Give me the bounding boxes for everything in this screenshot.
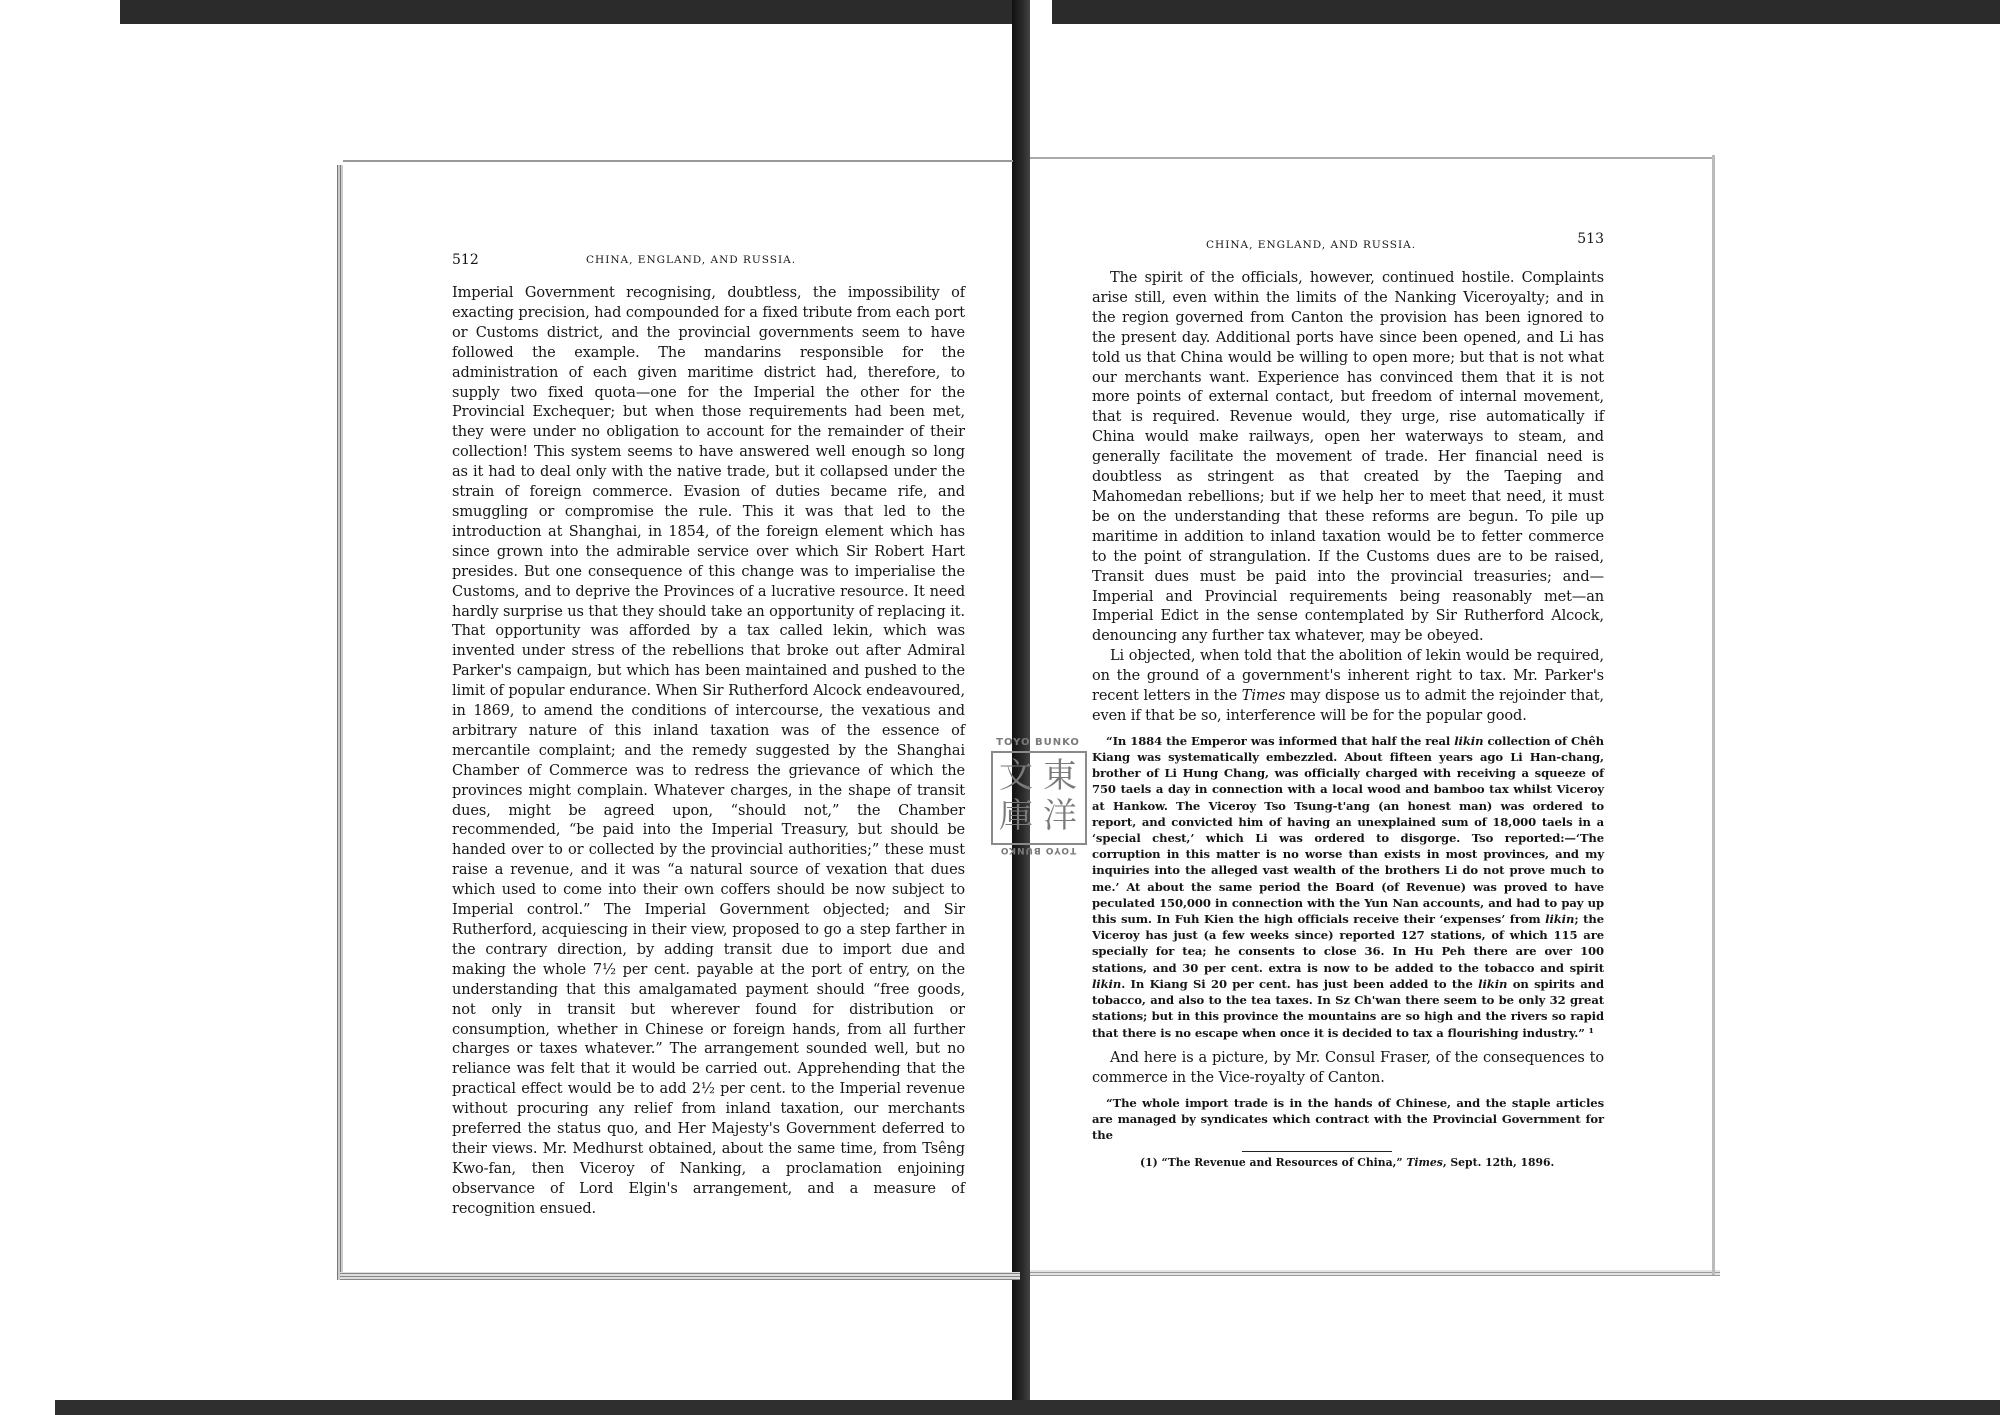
page-edge-left	[337, 165, 343, 1280]
book-gutter	[1012, 0, 1030, 1400]
page-edge-bottom-left	[340, 1272, 1020, 1280]
left-page	[452, 252, 965, 1220]
quote-block-2: “The whole import trade is in the hands of Chinese, and the staple articles are managed by syndicates which contract with the Provincial Government for the	[1092, 1095, 1604, 1142]
scan-border-top-right	[1052, 0, 2000, 24]
footnote-text-b: , Sept. 12th, 1896.	[1442, 1156, 1555, 1170]
times-italic: Times	[1241, 688, 1286, 705]
stamp-glyph: 東	[1043, 756, 1077, 796]
footnote-rule	[1242, 1151, 1392, 1152]
stamp-glyph: 洋	[1043, 796, 1077, 836]
quote-1-text-e: on spirits and tobacco, and also to the tea taxes. In Sz Ch'wan there seem to be only 32 great stations; but in this province the mountains are so high and the rivers so rapid that there is no escape when once it is decided to tax a flourishing industry.” ¹	[1092, 976, 1604, 1040]
scan-border-bottom	[55, 1400, 2000, 1415]
page-top-edge-left	[343, 160, 1013, 162]
page-top-edge-right	[1030, 157, 1712, 159]
right-page-number: 513	[1577, 231, 1604, 247]
footnote	[1140, 1156, 1604, 1169]
right-paragraph-1: The spirit of the officials, however, continued hostile. Complaints arise still, even within the limits of the Nanking Viceroyalty; and in the region governed from Canton the provision has been ignored to the present day. Additional ports have since been opened, and Li has told us that China would be willing to open more; but that is not what our merchants want. Experience has convinced them that it is not more points of external contact, but freedom of internal movement, that is required. Revenue would, they urge, rise automatically if China would make railways, open her waterways to steam, and generally facilitate the movement of trade. Her financial need is doubtless as stringent as that created by the Taeping and Mahomedan rebellions; but if we help her to meet that need, it must be on the understanding that these reforms are begun. To pile up maritime in addition to inland taxation would be to fetter commerce to the point of strangulation. If the Customs dues are to be raised, Transit dues must be paid into the provincial treasuries; and—Imperial and Provincial requirements being reasonably met—an Imperial Edict in the sense contemplated by Sir Rutherford Alcock, denouncing any further tax whatever, may be obeyed.	[1092, 270, 1604, 645]
quote-1-text-d: . In Kiang Si 20 per cent. has just been added to the	[1121, 976, 1479, 991]
likin-italic-4: likin	[1478, 976, 1508, 991]
page-edge-bottom-right	[1030, 1270, 1720, 1276]
paragraph-2-text-a: Li objected, when told that the abolition of lekin would be required, on the ground of a government's inherent right to tax. Mr. Parker's recent letters in the	[1092, 648, 1604, 705]
footnote-text-a: (1) “The Revenue and Resources of China,”	[1140, 1156, 1407, 1170]
left-running-head	[452, 252, 965, 272]
stamp-glyph: 庫	[999, 796, 1033, 836]
paragraph-2-text-b: may dispose us to admit the rejoinder that, even if that be so, interference will be for the popular good.	[1092, 688, 1604, 724]
stamp-glyph: 文	[999, 756, 1033, 796]
stamp-top-text: TOYO BUNKO	[996, 737, 1080, 748]
likin-italic-2: likin	[1545, 912, 1575, 927]
right-paragraph-3: And here is a picture, by Mr. Consul Fraser, of the consequences to commerce in the Vice-royalty of Canton.	[1092, 1049, 1604, 1086]
library-stamp	[979, 737, 1097, 855]
page-edge-right	[1712, 155, 1715, 1275]
right-paragraph-2	[1092, 647, 1604, 727]
right-running-head	[1092, 231, 1604, 257]
left-running-title: CHINA, ENGLAND, AND RUSSIA.	[586, 254, 797, 266]
scan-border-top-left	[120, 0, 1015, 24]
quote-1-text-b: collection of Chêh Kiang was systematically embezzled. About fifteen years ago Li Han-chang, brother of Li Hung Chang, was officially charged with receiving a squeeze of 750 taels a day in connection with a local wood and bamboo tax whilst Viceroy at Hankow. The Viceroy Tso Tsung-t'ang (an honest man) was ordered to report, and convicted him of having an unexplained sum of 18,000 taels in a ‘special chest,’ which Li was ordered to disgorge. Tso reported:—‘The corruption in this matter is no worse than exists in most provinces, and my inquiries into the alleged vast wealth of the brothers Li do not prove much to me.’ At about the same period the Board (of Revenue) was proved to have peculated 150,000 in connection with the Yun Nan accounts, and had to pay up this sum. In Fuh Kien the high officials receive their ‘expenses’ from	[1092, 733, 1604, 927]
left-page-number: 512	[452, 252, 479, 268]
stamp-frame	[991, 751, 1087, 845]
right-running-title: CHINA, ENGLAND, AND RUSSIA.	[1206, 239, 1417, 251]
quote-block-1	[1092, 733, 1604, 1041]
likin-italic-3: likin	[1092, 976, 1122, 991]
likin-italic-1: likin	[1454, 733, 1484, 748]
stamp-bottom-text: TOYO BUNKO	[999, 845, 1077, 855]
footnote-times-italic: Times	[1406, 1156, 1443, 1170]
right-page	[1092, 231, 1604, 1170]
quote-1-text-c: ; the Viceroy has just (a few weeks since) reported 127 stations, of which 115 are specially for tea; he consents to close 36. In Hu Peh there are over 100 stations, and 30 per cent. extra is now to be added to the tobacco and spirit	[1092, 912, 1604, 975]
left-paragraph: Imperial Government recognising, doubtless, the impossibility of exacting precision, had compounded for a fixed tribute from each port or Customs district, and the provincial governments seem to have followed the example. The mandarins responsible for the administration of each given maritime district had, therefore, to supply two fixed quota—one for the Imperial the other for the Provincial Exchequer; but when those requirements had been met, they were under no obligation to account for the remainder of their collection! This system seems to have answered well enough so long as it had to deal only with the native trade, but it collapsed under the strain of foreign commerce. Evasion of duties became rife, and smuggling or compromise the rule. This it was that led to the introduction at Shanghai, in 1854, of the foreign element which has since grown into the admirable service over which Sir Robert Hart presides. But one consequence of this change was to imperialise the Customs, and to deprive the Provinces of a lucrative resource. It need hardly surprise us that they should take an opportunity of replacing it. That opportunity was afforded by a tax called lekin, which was invented under stress of the rebellions that broke out after Admiral Parker's campaign, but which has been maintained and pushed to the limit of popular endurance. When Sir Rutherford Alcock endeavoured, in 1869, to amend the conditions of intercourse, the vexatious and arbitrary nature of this inland taxation was of the essence of mercantile complaint; and the remedy suggested by the Shanghai Chamber of Commerce was to redress the grievance of which the provinces might complain. Whatever charges, in the shape of transit dues, might be agreed upon, “should not,” the Chamber recommended, “be paid into the Imperial Treasury, but should be handed over to or collected by the provincial authorities;” these must raise a revenue, and it was “a natural source of vexation that dues which used to come into their own coffers should be now subject to Imperial control.” The Imperial Government objected; and Sir Rutherford, acquiescing in their view, proposed to go a step farther in the contrary direction, by adding transit due to import due and making the whole 7½ per cent. payable at the port of entry, on the understanding that this amalgamated payment should “free goods, not only in transit but wherever found for distribution or consumption, whether in Chinese or foreign hands, from all further charges or taxes whatever.” The arrangement sounded well, but no reliance was felt that it would be carried out. Apprehending that the practical effect would be to add 2½ per cent. to the Imperial revenue without procuring any relief from inland taxation, our merchants preferred the status quo, and Her Majesty's Government deferred to their views. Mr. Medhurst obtained, about the same time, from Tsêng Kwo-fan, then Viceroy of Nanking, a proclamation enjoining observance of Lord Elgin's arrangement, and a measure of recognition ensued.	[452, 285, 965, 1217]
quote-1-text-a: “In 1884 the Emperor was informed that half the real	[1106, 733, 1455, 748]
